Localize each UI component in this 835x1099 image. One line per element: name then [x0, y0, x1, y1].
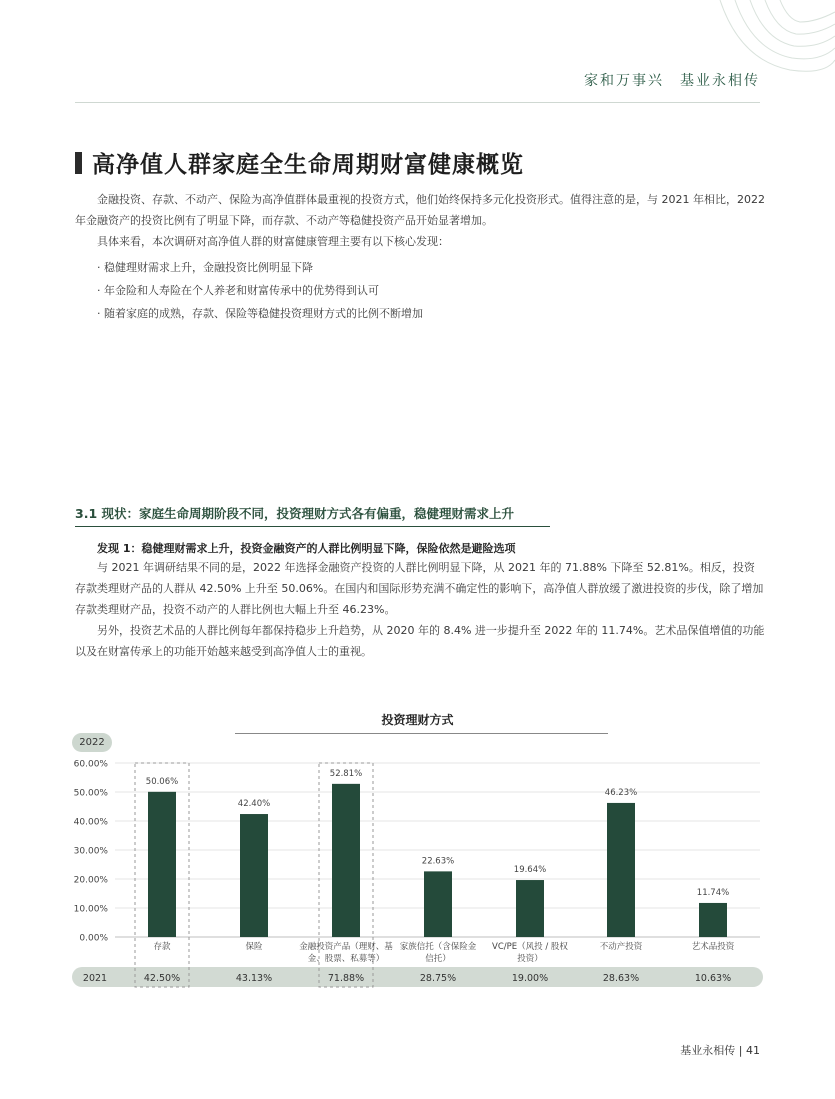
y-tick-label: 0.00%: [79, 933, 108, 944]
x-category-label: 金、股票、私募等）: [307, 954, 385, 964]
bar: [148, 792, 176, 937]
value-2021-label: 28.63%: [602, 973, 640, 984]
list-item: · 稳健理财需求上升，金融投资比例明显下降: [97, 261, 313, 274]
bar: [240, 814, 268, 937]
bar-value-label: 42.40%: [237, 799, 271, 810]
bar: [516, 880, 544, 937]
header-slogan: 家和万事兴 基业永相传: [584, 73, 760, 89]
x-category-label: 存款: [153, 942, 171, 952]
x-category-label: 艺术品投资: [691, 942, 735, 952]
y-tick-label: 30.00%: [73, 846, 108, 857]
value-2021-label: 42.50%: [143, 973, 181, 984]
y-tick-label: 20.00%: [73, 875, 108, 886]
x-category-label: 不动产投资: [599, 942, 643, 952]
x-category-label: 保险: [245, 942, 263, 952]
bar-value-label: 22.63%: [421, 856, 455, 867]
value-2021-label: 71.88%: [327, 973, 365, 984]
finding-paragraph-1: 与 2021 年调研结果不同的是，2022 年选择金融资产投资的人群比例明显下降，从 2021 年的 71.88% 下降至 52.81%。相反，投资存款类理财产品的人群从 42.50% 上升至 50.06%。在国内和国际形势充满不确定性的影响下，高净值人群放缓了激进投资的步伐，除了增加存款类理财产品，投资不动产的人群比例也大幅上升至 46.23%。: [75, 561, 764, 616]
series-label-2022: 2022: [72, 733, 112, 752]
bar: [424, 871, 452, 937]
x-category-label: 家族信托（含保险金: [399, 942, 477, 952]
x-category-label: VC/PE（风投 / 股权: [492, 942, 568, 952]
bar: [699, 903, 727, 937]
value-2021-label: 28.75%: [419, 973, 457, 984]
list-item: · 随着家庭的成熟，存款、保险等稳健投资理财方式的比例不断增加: [97, 307, 423, 320]
bar: [332, 784, 360, 937]
chart-title: 投资理财方式: [381, 713, 454, 727]
x-category-label: 投资）: [517, 954, 543, 964]
y-tick-label: 10.00%: [73, 904, 108, 915]
bar-value-label: 52.81%: [329, 768, 363, 779]
intro-paragraph-1: 金融投资、存款、不动产、保险为高净值群体最重视的投资方式，他们始终保持多元化投资形式。值得注意的是，与 2021 年相比，2022 年金融资产的投资比例有了明显下降，而存款、不动产等稳健投资产品开始显著增加。: [75, 193, 765, 227]
value-2021-label: 10.63%: [694, 973, 732, 984]
page-footer: 基业永相传 | 41: [680, 1044, 760, 1057]
intro-paragraph-2: 具体来看，本次调研对高净值人群的财富健康管理主要有以下核心发现：: [97, 235, 449, 248]
page-title: 高净值人群家庭全生命周期财富健康概览: [92, 152, 524, 178]
finding-heading: 发现 1：稳健理财需求上升，投资金融资产的人群比例明显下降，保险依然是避险选项: [97, 542, 516, 555]
y-tick-label: 60.00%: [73, 759, 108, 770]
series-label-2021: 2021: [82, 973, 108, 984]
y-tick-label: 40.00%: [73, 817, 108, 828]
list-item: · 年金险和人寿险在个人养老和财富传承中的优势得到认可: [97, 284, 379, 297]
value-2021-label: 19.00%: [511, 973, 549, 984]
bar-value-label: 11.74%: [696, 887, 730, 898]
bar-value-label: 19.64%: [513, 865, 547, 876]
bar-value-label: 46.23%: [604, 787, 638, 798]
x-category-label: 金融投资产品（理财、基: [299, 942, 393, 952]
finding-paragraph-2: 另外，投资艺术品的人群比例每年都保持稳步上升趋势，从 2020 年的 8.4% 进一步提升至 2022 年的 11.74%。艺术品保值增值的功能以及在财富传承上的功能开始越来越受到高净值人士的重视。: [75, 624, 765, 658]
subsection-title: 3.1 现状：家庭生命周期阶段不同，投资理财方式各有偏重，稳健理财需求上升: [75, 506, 514, 521]
bar: [607, 803, 635, 937]
value-2021-label: 43.13%: [235, 973, 273, 984]
y-tick-label: 50.00%: [73, 788, 108, 799]
bar-value-label: 50.06%: [145, 776, 179, 787]
x-category-label: 信托）: [425, 954, 451, 964]
